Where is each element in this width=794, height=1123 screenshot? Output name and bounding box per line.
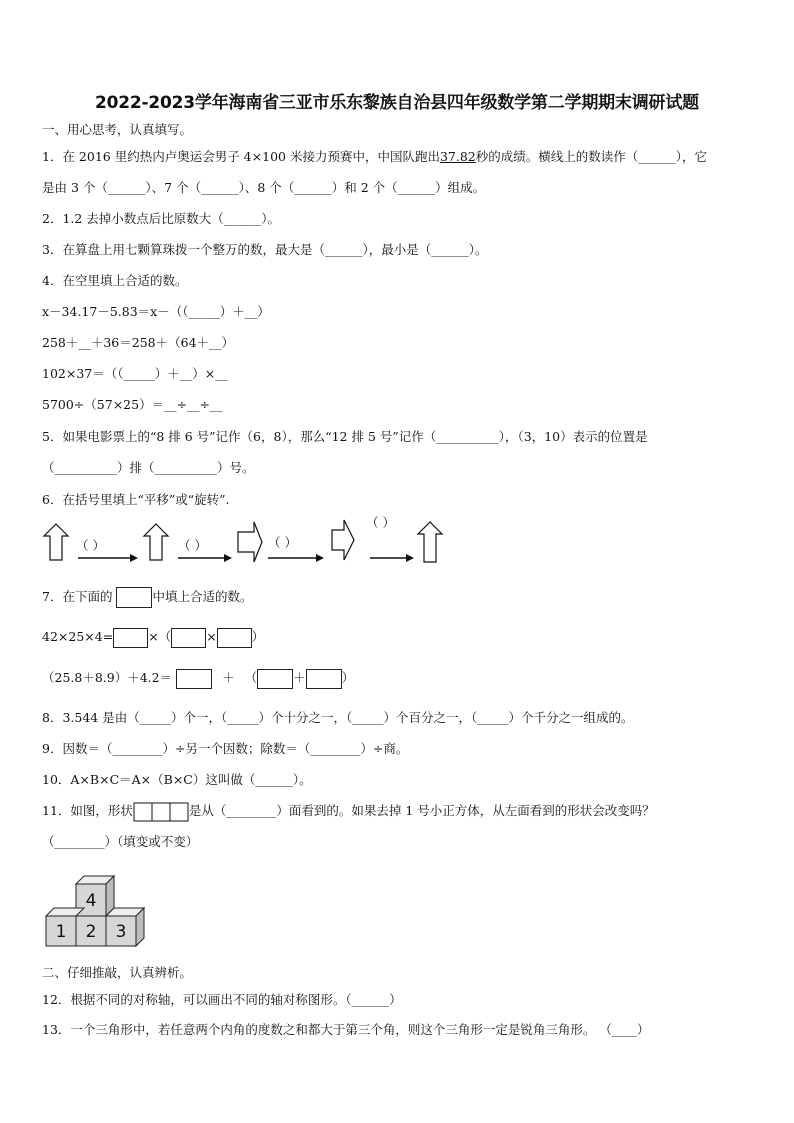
question-5-line-1: 5．如果电影票上的“8 排 6 号”记作（6，8），那么“12 排 5 号”记作（__________），（3，10）表示的位置是 bbox=[42, 429, 648, 444]
right-arrow-icon bbox=[406, 554, 414, 562]
question-10: 10．A×B×C＝A×（B×C）这叫做（______）。 bbox=[42, 772, 312, 787]
page-title: 2022-2023学年海南省三亚市乐东黎族自治县四年级数学第二学期期末调研试题 bbox=[95, 93, 699, 113]
question-7-expression-2 bbox=[42, 668, 354, 689]
question-13: 13．一个三角形中，若任意两个内角的度数之和都大于第三个角，则这个三角形一定是锐角三角形。 （____） bbox=[42, 1022, 650, 1037]
question-6-stem: 6．在括号里填上“平移”或“旋转”. bbox=[42, 492, 230, 507]
q11-text-pre: 11．如图，形状 bbox=[42, 803, 133, 818]
cube-label-2: 2 bbox=[85, 922, 97, 942]
question-3: 3．在算盘上用七颗算珠拨一个整万的数，最大是（______），最小是（______）。 bbox=[42, 242, 488, 257]
right-paren: ） bbox=[251, 629, 265, 644]
answer-box[interactable] bbox=[257, 669, 293, 689]
q7-e2-pre: （25.8＋8.9）＋4.2＝ bbox=[42, 670, 173, 685]
up-arrow-icon bbox=[418, 522, 442, 562]
question-4-expression-4: 5700÷（57×25）＝__÷__÷__ bbox=[42, 397, 223, 412]
three-square-view-icon bbox=[133, 802, 189, 822]
question-4-expression-2: 258＋__＋36＝258＋（64＋__） bbox=[42, 335, 235, 350]
q6-blank-1: （ ） bbox=[76, 538, 105, 553]
question-11-line-2: （________）（填变或不变） bbox=[42, 834, 199, 849]
cube-figure bbox=[40, 868, 150, 948]
cube-label-1: 1 bbox=[55, 922, 67, 942]
question-12: 12．根据不同的对称轴，可以画出不同的轴对称图形。（______） bbox=[42, 992, 402, 1007]
q1-text-post: 秒的成绩。横线上的数读作（______），它 bbox=[475, 149, 708, 164]
times-sign: × bbox=[206, 629, 217, 644]
right-arrow-icon bbox=[130, 554, 138, 562]
answer-box-example bbox=[116, 587, 152, 608]
question-4-expression-1: x－34.17－5.83＝x－（（_____）＋__） bbox=[42, 304, 270, 319]
up-arrow-icon bbox=[44, 524, 68, 560]
question-1-line-1 bbox=[42, 147, 707, 165]
q6-blank-3: （ ） bbox=[268, 535, 297, 550]
right-pointing-arrow-icon bbox=[238, 522, 262, 562]
answer-box[interactable] bbox=[113, 628, 148, 648]
q11-text-post: 是从（________）面看到的。如果去掉 1 号小正方体，从左面看到的形状会改变吗？ bbox=[188, 803, 655, 818]
q7-e1-pre: 42×25×4= bbox=[42, 629, 114, 644]
question-11-line-1 bbox=[42, 801, 655, 822]
answer-box[interactable] bbox=[306, 669, 342, 689]
question-8: 8．3.544 是由（_____）个一，（_____）个十分之一，（_____）个百分之一，（_____）个千分之一组成的。 bbox=[42, 710, 634, 725]
question-1-line-2: 是由 3 个（______）、7 个（______）、8 个（______）和 2 个（______）组成。 bbox=[42, 180, 486, 195]
section-1-heading: 一、用心思考，认真填写。 bbox=[42, 122, 193, 137]
question-2: 2．1.2 去掉小数点后比原数大（______）。 bbox=[42, 211, 281, 226]
question-4-stem: 4．在空里填上合适的数。 bbox=[42, 273, 188, 288]
cube-label-4: 4 bbox=[85, 891, 97, 911]
right-arrow-icon bbox=[316, 554, 324, 562]
q7-stem-post: 中填上合适的数。 bbox=[152, 589, 253, 604]
q1-underlined-number: 37.82 bbox=[439, 149, 476, 164]
q6-blank-4: （ ） bbox=[366, 515, 395, 530]
times-sign: × bbox=[148, 629, 159, 644]
answer-box[interactable] bbox=[176, 669, 212, 689]
left-paren: （ bbox=[244, 670, 258, 685]
question-4-expression-3: 102×37＝（（_____）＋__）×__ bbox=[42, 366, 228, 381]
answer-box[interactable] bbox=[171, 628, 206, 648]
right-pointing-arrow-icon bbox=[332, 520, 354, 560]
section-2-heading: 二、仔细推敲，认真辨析。 bbox=[42, 965, 193, 980]
up-arrow-icon bbox=[144, 524, 168, 560]
plus-sign: ＋ bbox=[222, 670, 235, 685]
question-5-line-2: （__________）排（__________）号。 bbox=[42, 460, 255, 475]
cube-label-3: 3 bbox=[115, 922, 127, 942]
plus-sign: ＋ bbox=[293, 670, 306, 685]
q6-blank-2: （ ） bbox=[178, 538, 207, 553]
q7-stem-pre: 7．在下面的 bbox=[42, 589, 113, 604]
question-9: 9．因数＝（________）÷另一个因数；除数＝（________）÷商。 bbox=[42, 741, 409, 756]
left-paren: （ bbox=[158, 629, 172, 644]
right-paren: ） bbox=[341, 670, 355, 685]
q1-text-pre: 1．在 2016 里约热内卢奥运会男子 4×100 米接力预赛中，中国队跑出 bbox=[42, 149, 440, 164]
right-arrow-icon bbox=[224, 554, 232, 562]
question-7-expression-1 bbox=[42, 627, 264, 648]
answer-box[interactable] bbox=[217, 628, 252, 648]
question-7-stem bbox=[42, 587, 252, 608]
